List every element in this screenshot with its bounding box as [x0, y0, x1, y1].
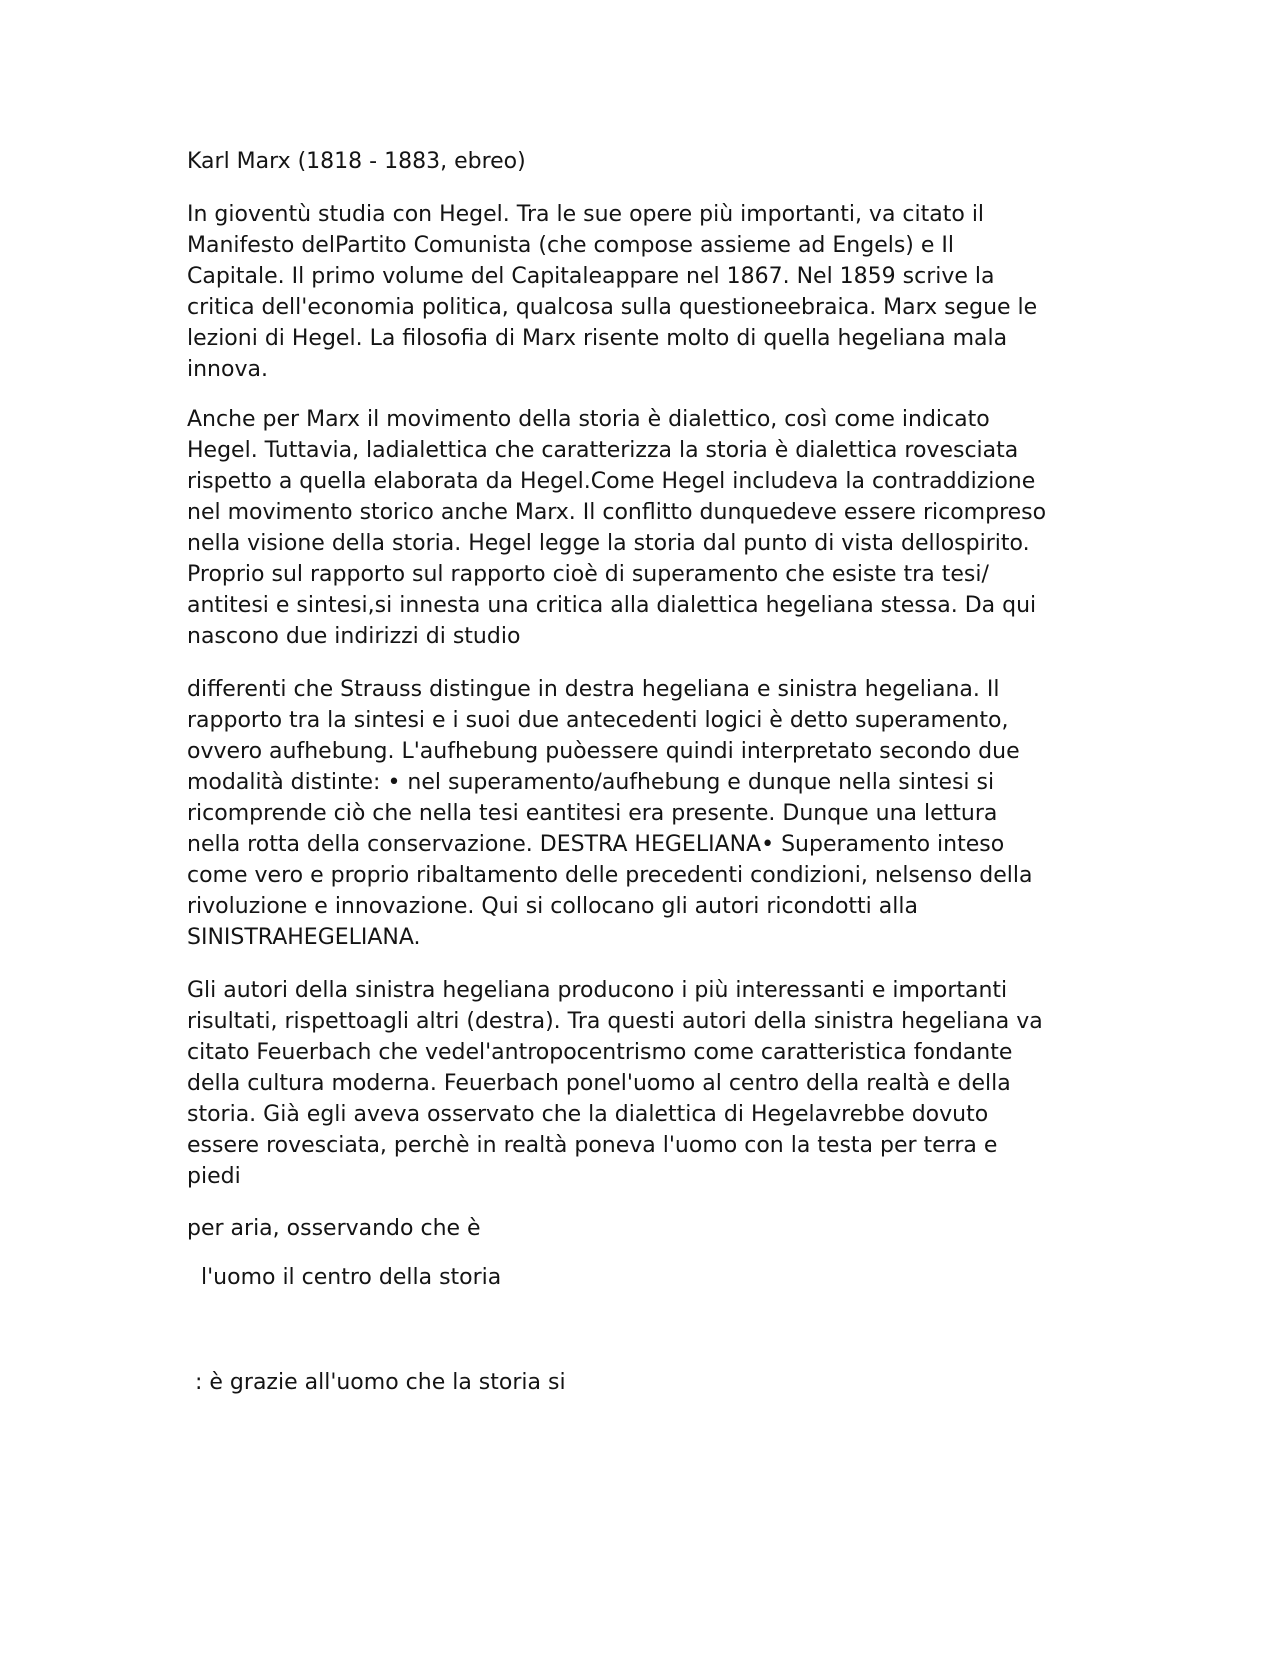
- text-line: Manifesto delPartito Comunista (che compose assieme ad Engels) e Il: [187, 233, 955, 258]
- text-line: SINISTRAHEGELIANA.: [187, 925, 421, 950]
- text-line: rivoluzione e innovazione. Qui si collocano gli autori ricondotti alla: [187, 894, 918, 919]
- text-line: In gioventù studia con Hegel. Tra le sue opere più importanti, va citato il: [187, 202, 985, 227]
- text-line: Proprio sul rapporto sul rapporto cioè di superamento che esiste tra tesi/: [187, 562, 989, 587]
- text-line: essere rovesciata, perchè in realtà poneva l'uomo con la testa per terra e: [187, 1133, 998, 1158]
- text-line: Capitale. Il primo volume del Capitaleappare nel 1867. Nel 1859 scrive la: [187, 264, 995, 289]
- text-line: rispetto a quella elaborata da Hegel.Come Hegel includeva la contraddizione: [187, 469, 1036, 494]
- text-line: rapporto tra la sintesi e i suoi due antecedenti logici è detto superamento,: [187, 708, 1009, 733]
- text-line: ricomprende ciò che nella tesi eantitesi era presente. Dunque una lettura: [187, 801, 998, 826]
- text-line: ovvero aufhebung. L'aufhebung puòessere quindi interpretato secondo due: [187, 739, 1020, 764]
- paragraph: [201, 1262, 1101, 1293]
- text-line: storia. Già egli aveva osservato che la dialettica di Hegelavrebbe dovuto: [187, 1102, 989, 1127]
- paragraph: [187, 199, 1087, 385]
- text-line: differenti che Strauss distingue in destra hegeliana e sinistra hegeliana. Il: [187, 677, 1000, 702]
- text-line: modalità distinte: • nel superamento/aufhebung e dunque nella sintesi si: [187, 770, 995, 795]
- text-line: nella visione della storia. Hegel legge la storia dal punto di vista dellospirito.: [187, 531, 1030, 556]
- text-line: piedi: [187, 1164, 241, 1189]
- text-line: lezioni di Hegel. La filosofia di Marx risente molto di quella hegeliana mala: [187, 326, 1008, 351]
- text-line: Gli autori della sinistra hegeliana producono i più interessanti e importanti: [187, 978, 1008, 1003]
- paragraph: [187, 404, 1087, 652]
- text-line: : è grazie all'uomo che la storia si: [195, 1370, 566, 1395]
- text-line: l'uomo il centro della storia: [201, 1265, 502, 1290]
- paragraph: [187, 975, 1087, 1192]
- document-title: Karl Marx (1818 - 1883, ebreo): [187, 149, 526, 174]
- text-line: Anche per Marx il movimento della storia è dialettico, così come indicato: [187, 407, 990, 432]
- text-line: innova.: [187, 357, 268, 382]
- paragraph: [195, 1367, 1095, 1398]
- text-line: critica dell'economia politica, qualcosa sulla questioneebraica. Marx segue le: [187, 295, 1038, 320]
- text-line: come vero e proprio ribaltamento delle precedenti condizioni, nelsenso della: [187, 863, 1033, 888]
- text-line: risultati, rispettoagli altri (destra). Tra questi autori della sinistra hegeliana va: [187, 1009, 1043, 1034]
- text-line: nascono due indirizzi di studio: [187, 624, 521, 649]
- text-line: della cultura moderna. Feuerbach ponel'uomo al centro della realtà e della: [187, 1071, 1011, 1096]
- paragraph: [187, 1213, 1087, 1244]
- text-line: citato Feuerbach che vedel'antropocentrismo come caratteristica fondante: [187, 1040, 1013, 1065]
- text-line: Hegel. Tuttavia, ladialettica che caratterizza la storia è dialettica rovesciata: [187, 438, 1019, 463]
- text-line: antitesi e sintesi,si innesta una critica alla dialettica hegeliana stessa. Da qui: [187, 593, 1037, 618]
- text-line: nel movimento storico anche Marx. Il conflitto dunquedeve essere ricompreso: [187, 500, 1047, 525]
- text-line: nella rotta della conservazione. DESTRA HEGELIANA• Superamento inteso: [187, 832, 1005, 857]
- paragraph: [187, 674, 1087, 953]
- text-line: per aria, osservando che è: [187, 1216, 481, 1241]
